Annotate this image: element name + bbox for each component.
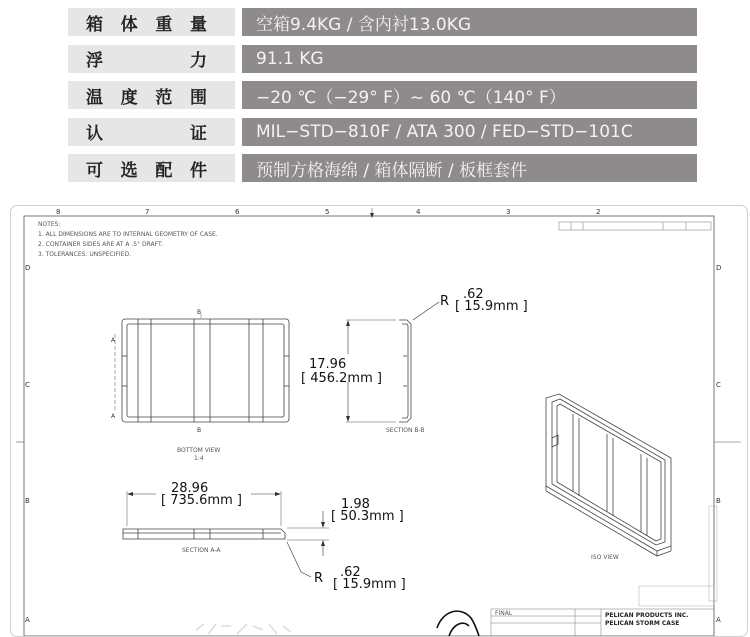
spec-label-buoyancy (68, 45, 235, 73)
label-char: 配 (155, 160, 173, 181)
radius-label: R (440, 294, 450, 309)
marker-b: B (197, 309, 202, 316)
spec-label-certification (68, 118, 235, 146)
note-line: 2. CONTAINER SIDES ARE AT A .5° DRAFT. (38, 241, 163, 248)
label-char: 重 (155, 14, 173, 35)
grid-row: D (25, 264, 31, 272)
label-char: 件 (189, 160, 207, 181)
drawing-canvas (11, 206, 747, 636)
radius2-in: .62 (340, 565, 361, 580)
radius2-label: R (314, 571, 324, 586)
height-mm: [ 456.2mm ] (301, 371, 382, 386)
spec-value-buoyancy: 91.1 KG (242, 45, 697, 73)
title-product: PELICAN STORM CASE (605, 620, 680, 627)
label-char: 量 (189, 14, 207, 35)
radius-in: .62 (463, 287, 484, 302)
spec-table (68, 8, 697, 191)
title-company: PELICAN PRODUCTS INC. (605, 612, 689, 619)
label-char: 浮 (86, 51, 103, 71)
spec-row-temperature (68, 81, 697, 109)
label-char: 证 (190, 124, 207, 144)
grid-col: 2 (596, 208, 601, 216)
iso-view-label: ISO VIEW (591, 554, 619, 561)
grid-row: B (25, 497, 30, 505)
spec-row-weight (68, 8, 697, 36)
bottom-view-scale: 1:4 (194, 455, 204, 462)
drawing-border (24, 216, 714, 636)
height-in: 17.96 (309, 357, 347, 372)
grid-row: D (716, 264, 722, 272)
section-aa (123, 529, 285, 539)
spec-label-accessories (68, 154, 235, 182)
note-line: 1. ALL DIMENSIONS ARE TO INTERNAL GEOMETRY OF CASE. (38, 231, 218, 238)
label-char: 可 (86, 160, 103, 181)
grid-col: 3 (506, 208, 511, 216)
label-char: 认 (86, 124, 103, 144)
grid-row: B (716, 497, 721, 505)
grid-col: 7 (145, 208, 150, 216)
marker-b: B (197, 427, 202, 434)
spec-value-certification: MIL−STD−810F / ATA 300 / FED−STD−101C (242, 118, 697, 146)
label-char: 选 (120, 160, 138, 181)
radius-mm: [ 15.9mm ] (455, 299, 528, 314)
label-char: 度 (120, 87, 138, 108)
technical-drawing (10, 205, 748, 637)
spec-row-certification (68, 118, 697, 146)
spec-value-temperature: −20 ℃（−29° F）~ 60 ℃（140° F） (242, 81, 697, 109)
spec-label-weight (68, 8, 235, 36)
label-char: 体 (120, 14, 138, 35)
spec-value-accessories: 预制方格海绵 / 箱体隔断 / 板框套件 (242, 154, 697, 182)
grid-row: C (716, 381, 721, 389)
marker-a: A (111, 413, 116, 420)
depth-in: 1.98 (341, 497, 370, 512)
grid-row: C (25, 381, 30, 389)
grid-col: 6 (235, 208, 240, 216)
grid-row: A (716, 616, 721, 624)
title-final: FINAL (495, 610, 513, 617)
grid-col: 4 (416, 208, 421, 216)
width-mm: [ 735.6mm ] (161, 493, 242, 508)
spec-value-weight: 空箱9.4KG / 含内衬13.0KG (242, 8, 697, 36)
section-aa-label: SECTION A-A (182, 547, 221, 554)
depth-mm: [ 50.3mm ] (331, 509, 404, 524)
label-char: 力 (190, 51, 207, 71)
marker-a: A (111, 337, 116, 344)
section-bb-label: SECTION B-B (386, 427, 425, 434)
bottom-view-title: BOTTOM VIEW (177, 447, 221, 454)
note-line: 3. TOLERANCES: UNSPECIFIED. (38, 251, 131, 258)
label-char: 箱 (86, 14, 103, 35)
watermark-text (196, 624, 291, 634)
label-char: 围 (189, 87, 207, 108)
spec-row-accessories (68, 154, 697, 182)
label-char: 范 (155, 87, 173, 108)
section-bb (399, 320, 411, 422)
grid-row: A (25, 616, 30, 624)
grid-col: 5 (325, 208, 330, 216)
spec-label-temperature (68, 81, 235, 109)
radius2-mm: [ 15.9mm ] (333, 577, 406, 592)
width-in: 28.96 (171, 481, 209, 496)
bottom-view (122, 319, 289, 422)
iso-view (546, 394, 671, 556)
spec-row-buoyancy (68, 45, 697, 73)
label-char: 温 (86, 87, 103, 108)
note-line: NOTES: (38, 221, 61, 228)
grid-col: 8 (56, 208, 61, 216)
